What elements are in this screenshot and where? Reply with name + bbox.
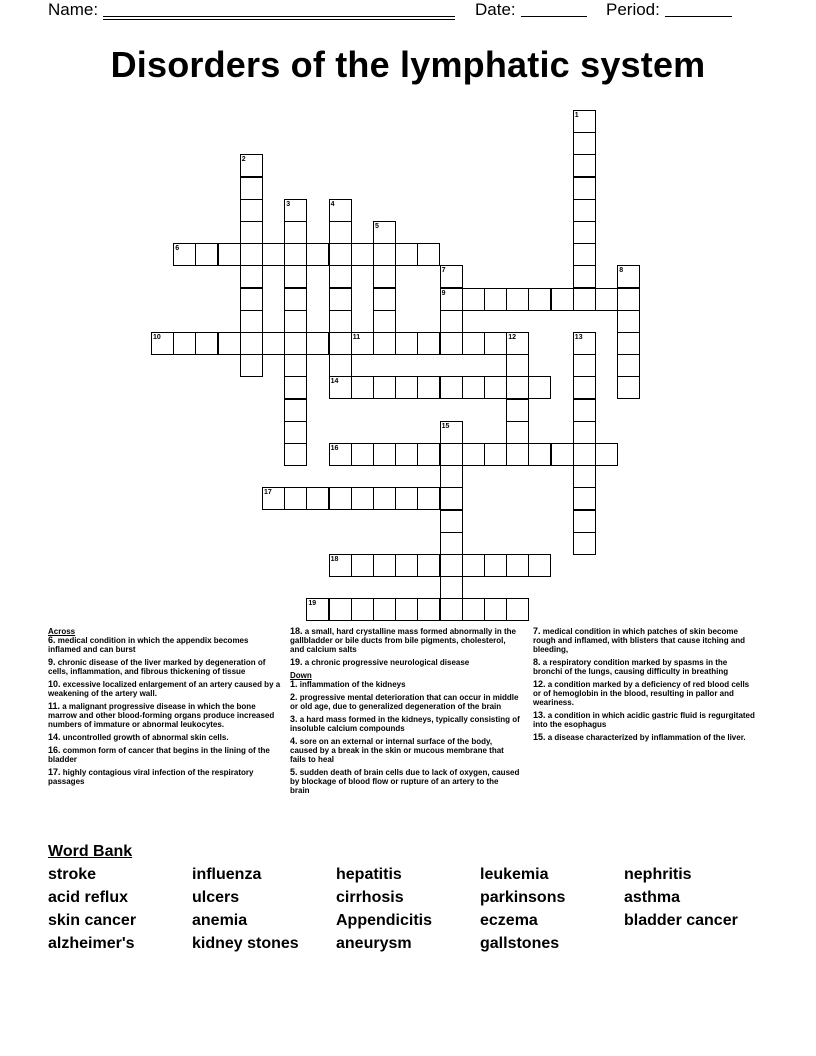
clue-number-label: 3: [286, 200, 291, 208]
clue-item: [290, 680, 520, 689]
clue-item: [290, 627, 520, 654]
clue-number-label: 11: [352, 334, 361, 341]
grid-cell[interactable]: [218, 332, 241, 355]
grid-cell[interactable]: [284, 221, 307, 244]
grid-cell[interactable]: [617, 310, 640, 333]
grid-cell[interactable]: [462, 443, 485, 466]
clue-number-label: 2: [241, 156, 246, 164]
name-blank[interactable]: [103, 0, 455, 17]
grid-cell[interactable]: [395, 332, 418, 355]
grid-cell[interactable]: [284, 443, 307, 466]
clue-number-label: 19: [308, 600, 317, 608]
grid-cell[interactable]: [284, 243, 307, 266]
grid-cell[interactable]: [440, 288, 463, 311]
grid-cell[interactable]: [573, 288, 596, 311]
grid-cell[interactable]: [440, 310, 463, 333]
word-bank-word: ulcers: [192, 889, 240, 906]
grid-cell[interactable]: [329, 376, 352, 399]
grid-cell[interactable]: [506, 376, 529, 399]
across-heading: Across: [48, 627, 76, 636]
grid-cell[interactable]: [573, 399, 596, 422]
name-label: Name:: [48, 0, 99, 19]
clue-text: a small, hard crystalline mass formed abnormally in the gallbladder or bile ducts from bile pigments, cholesterol, and calcium salts: [290, 627, 516, 654]
grid-cell[interactable]: [395, 376, 418, 399]
grid-cell[interactable]: [329, 598, 352, 621]
grid-cell[interactable]: [617, 265, 640, 288]
grid-cell[interactable]: [373, 554, 396, 577]
grid-cell[interactable]: [417, 554, 440, 577]
clue-number: 17.: [48, 767, 61, 777]
grid-cell[interactable]: [373, 310, 396, 333]
word-bank-word: influenza: [192, 866, 262, 883]
grid-cell[interactable]: [240, 199, 263, 222]
grid-cell[interactable]: [484, 554, 507, 577]
grid-cell[interactable]: [351, 243, 374, 266]
clue-text: chronic disease of the liver marked by degeneration of cells, inflammation, and fibrous thickening of tissue: [48, 658, 266, 676]
clue-text: a malignant progressive disease in which the bone marrow and other blood-forming organs produce increased numbers of immature or abnormal leukocytes.: [48, 702, 275, 729]
clue-text: progressive mental deterioration that can occur in middle or old age, due to generalized degeneration of the brain: [290, 693, 519, 711]
clue-number-label: 16: [330, 445, 339, 452]
clue-text: uncontrolled growth of abnormal skin cells.: [62, 733, 229, 742]
word-bank-word: asthma: [624, 889, 681, 906]
clue-item: [290, 693, 520, 711]
clue-number-label: 7: [441, 267, 446, 275]
clue-item: [533, 680, 758, 707]
grid-cell[interactable]: [351, 332, 374, 355]
date-label: Date:: [475, 0, 516, 19]
down-heading: Down: [290, 671, 312, 680]
grid-cell[interactable]: [351, 443, 374, 466]
grid-cell[interactable]: [173, 243, 196, 266]
grid-cell[interactable]: [240, 310, 263, 333]
grid-cell[interactable]: [573, 132, 596, 155]
grid-cell[interactable]: [462, 376, 485, 399]
word-bank-word: nephritis: [624, 866, 692, 883]
grid-cell[interactable]: [306, 243, 329, 266]
grid-cell[interactable]: [506, 554, 529, 577]
clue-number: 9.: [48, 657, 56, 667]
clue-item: [533, 627, 758, 654]
clue-item: [48, 658, 283, 676]
grid-cell[interactable]: [373, 487, 396, 510]
grid-cell[interactable]: [506, 399, 529, 422]
grid-cell[interactable]: [395, 554, 418, 577]
clue-number: 11.: [48, 701, 61, 711]
grid-cell[interactable]: [240, 265, 263, 288]
clue-text: sudden death of brain cells due to lack of oxygen, caused by blockage of blood flow or rupture of an artery to the brain: [290, 768, 520, 795]
down-clues-continued: [533, 627, 758, 746]
grid-cell[interactable]: [218, 243, 241, 266]
grid-cell[interactable]: [617, 354, 640, 377]
grid-cell[interactable]: [284, 376, 307, 399]
grid-cell[interactable]: [484, 288, 507, 311]
clue-item: [48, 733, 283, 742]
grid-cell[interactable]: [595, 288, 618, 311]
grid-cell[interactable]: [484, 376, 507, 399]
grid-cell[interactable]: [506, 354, 529, 377]
word-bank-word: stroke: [48, 866, 97, 883]
grid-cell[interactable]: [417, 376, 440, 399]
grid-cell[interactable]: [373, 598, 396, 621]
grid-cell[interactable]: [617, 332, 640, 355]
grid-cell[interactable]: [440, 265, 463, 288]
grid-cell[interactable]: [262, 243, 285, 266]
grid-cell[interactable]: [173, 332, 196, 355]
clue-number-label: 4: [330, 200, 335, 208]
grid-cell[interactable]: [284, 288, 307, 311]
grid-cell[interactable]: [373, 243, 396, 266]
grid-cell[interactable]: [440, 332, 463, 355]
grid-cell[interactable]: [506, 421, 529, 444]
word-bank-word: acid reflux: [48, 889, 129, 906]
grid-cell[interactable]: [240, 177, 263, 200]
clue-number: 10.: [48, 679, 61, 689]
grid-cell[interactable]: [329, 243, 352, 266]
across-clues: [48, 627, 283, 790]
clue-text: sore on an external or internal surface of the body, caused by a break in the skin or mucous membrane that fails to heal: [290, 737, 504, 764]
grid-cell[interactable]: [573, 421, 596, 444]
grid-cell[interactable]: [329, 288, 352, 311]
grid-cell[interactable]: [240, 243, 263, 266]
clue-item: [533, 733, 758, 742]
clue-number: 14.: [48, 732, 61, 742]
grid-cell[interactable]: [306, 332, 329, 355]
clue-text: a hard mass formed in the kidneys, typically consisting of insoluble calcium compounds: [290, 715, 520, 733]
grid-cell[interactable]: [417, 598, 440, 621]
grid-cell[interactable]: [329, 487, 352, 510]
grid-cell[interactable]: [617, 376, 640, 399]
grid-cell[interactable]: [373, 221, 396, 244]
clue-number-label: 8: [619, 267, 624, 275]
clue-number: 3.: [290, 714, 298, 724]
grid-cell[interactable]: [240, 154, 263, 177]
clue-text: medical condition in which patches of skin become rough and inflamed, with blisters that cause itching and bleeding,: [533, 627, 746, 654]
clue-number-label: 1: [574, 112, 579, 119]
grid-cell[interactable]: [395, 243, 418, 266]
grid-cell[interactable]: [284, 399, 307, 422]
clue-item: [290, 768, 520, 795]
clue-item: [48, 680, 283, 698]
grid-cell[interactable]: [195, 243, 218, 266]
grid-cell[interactable]: [284, 354, 307, 377]
grid-cell[interactable]: [284, 487, 307, 510]
grid-cell[interactable]: [373, 376, 396, 399]
word-bank-word: eczema: [480, 912, 538, 929]
grid-cell[interactable]: [329, 310, 352, 333]
word-bank-word: skin cancer: [48, 912, 137, 929]
clue-number: 2.: [290, 692, 298, 702]
grid-cell[interactable]: [573, 265, 596, 288]
grid-cell[interactable]: [440, 465, 463, 488]
grid-cell[interactable]: [284, 421, 307, 444]
clue-item: [533, 711, 758, 729]
grid-cell[interactable]: [528, 443, 551, 466]
grid-cell[interactable]: [440, 554, 463, 577]
grid-cell[interactable]: [573, 354, 596, 377]
grid-cell[interactable]: [484, 332, 507, 355]
grid-cell[interactable]: [573, 177, 596, 200]
clue-text: excessive localized enlargement of an artery caused by a weakening of the artery wall.: [48, 680, 281, 698]
grid-cell[interactable]: [440, 487, 463, 510]
clue-number-label: 18: [330, 556, 339, 563]
grid-cell[interactable]: [440, 443, 463, 466]
word-bank-word: bladder cancer: [624, 912, 738, 929]
grid-cell[interactable]: [262, 487, 285, 510]
grid-cell[interactable]: [484, 443, 507, 466]
grid-cell[interactable]: [440, 576, 463, 599]
grid-cell[interactable]: [573, 154, 596, 177]
grid-cell[interactable]: [351, 554, 374, 577]
grid-cell[interactable]: [462, 598, 485, 621]
clue-number-label: 17: [264, 489, 272, 497]
grid-cell[interactable]: [240, 221, 263, 244]
grid-cell[interactable]: [417, 443, 440, 466]
grid-cell[interactable]: [595, 443, 618, 466]
clue-number: 13.: [533, 710, 546, 720]
middle-clues: [290, 627, 520, 799]
word-bank-word: parkinsons: [480, 889, 566, 906]
grid-cell[interactable]: [373, 265, 396, 288]
grid-cell[interactable]: [462, 332, 485, 355]
grid-cell[interactable]: [440, 598, 463, 621]
grid-cell[interactable]: [240, 288, 263, 311]
grid-cell[interactable]: [551, 288, 574, 311]
grid-cell[interactable]: [329, 332, 352, 355]
word-bank-word: Appendicitis: [336, 912, 433, 929]
clue-number-label: 9: [441, 289, 446, 297]
clue-number: 4.: [290, 736, 298, 746]
word-bank-word: aneurysm: [336, 935, 412, 952]
grid-cell[interactable]: [373, 332, 396, 355]
clue-number-label: 14: [330, 378, 339, 386]
grid-cell[interactable]: [284, 265, 307, 288]
grid-cell[interactable]: [417, 332, 440, 355]
word-bank-word: alzheimer's: [48, 935, 135, 952]
grid-cell[interactable]: [573, 376, 596, 399]
grid-cell[interactable]: [440, 532, 463, 555]
clue-text: a disease characterized by inflammation of the liver.: [547, 733, 746, 742]
clue-item: [533, 658, 758, 676]
clue-item: [48, 702, 283, 729]
grid-cell[interactable]: [573, 510, 596, 533]
grid-cell[interactable]: [329, 354, 352, 377]
grid-cell[interactable]: [573, 110, 596, 133]
grid-cell[interactable]: [306, 598, 329, 621]
word-bank-word: anemia: [192, 912, 248, 929]
grid-cell[interactable]: [329, 221, 352, 244]
grid-cell[interactable]: [240, 332, 263, 355]
word-bank-heading: Word Bank: [48, 843, 133, 860]
page-title: Disorders of the lymphatic system: [110, 44, 706, 85]
clue-number-label: 15: [441, 422, 450, 430]
grid-cell[interactable]: [573, 532, 596, 555]
student-info-header: [48, 0, 768, 22]
clue-item: [290, 737, 520, 764]
clue-item: [290, 715, 520, 733]
grid-cell[interactable]: [151, 332, 174, 355]
grid-cell[interactable]: [395, 598, 418, 621]
clue-number-label: 10: [153, 334, 161, 341]
clue-number: 8.: [533, 657, 541, 667]
clue-number: 7.: [533, 626, 541, 636]
word-bank-word: cirrhosis: [336, 889, 404, 906]
clue-text: highly contagious viral infection of the respiratory passages: [48, 768, 254, 786]
grid-cell[interactable]: [573, 221, 596, 244]
grid-cell[interactable]: [262, 332, 285, 355]
grid-cell[interactable]: [573, 465, 596, 488]
grid-cell[interactable]: [240, 354, 263, 377]
grid-cell[interactable]: [351, 598, 374, 621]
word-bank-word: kidney stones: [192, 935, 299, 952]
grid-cell[interactable]: [284, 332, 307, 355]
grid-cell[interactable]: [506, 332, 529, 355]
grid-cell[interactable]: [573, 443, 596, 466]
grid-cell[interactable]: [440, 376, 463, 399]
clue-number-label: 12: [508, 334, 516, 341]
clue-item: [290, 658, 520, 667]
grid-cell[interactable]: [573, 199, 596, 222]
clue-text: medical condition in which the appendix becomes inflamed and can burst: [48, 636, 249, 654]
grid-cell[interactable]: [373, 288, 396, 311]
clue-number: 12.: [533, 679, 546, 689]
grid-cell[interactable]: [551, 443, 574, 466]
clue-number: 6.: [48, 635, 56, 645]
clue-text: a respiratory condition marked by spasms in the bronchi of the lungs, causing difficulty in breathing: [533, 658, 729, 676]
grid-cell[interactable]: [195, 332, 218, 355]
grid-cell[interactable]: [417, 487, 440, 510]
grid-cell[interactable]: [573, 243, 596, 266]
grid-cell[interactable]: [284, 310, 307, 333]
grid-cell[interactable]: [284, 199, 307, 222]
clue-number: 5.: [290, 767, 298, 777]
grid-cell[interactable]: [395, 487, 418, 510]
grid-cell[interactable]: [528, 288, 551, 311]
clue-text: a chronic progressive neurological disease: [304, 658, 470, 667]
grid-cell[interactable]: [329, 554, 352, 577]
word-bank-word: hepatitis: [336, 866, 402, 883]
word-bank-word: gallstones: [480, 935, 560, 952]
grid-cell[interactable]: [417, 243, 440, 266]
clue-number: 18.: [290, 626, 303, 636]
grid-cell[interactable]: [528, 376, 551, 399]
clue-number-label: 5: [375, 223, 379, 230]
grid-cell[interactable]: [351, 487, 374, 510]
grid-cell[interactable]: [462, 554, 485, 577]
word-bank-word: leukemia: [480, 866, 549, 883]
clue-item: [48, 636, 283, 654]
grid-cell[interactable]: [440, 510, 463, 533]
clue-number: 15.: [533, 732, 546, 742]
grid-cell[interactable]: [617, 288, 640, 311]
clue-item: [48, 768, 283, 786]
clue-text: a condition marked by a deficiency of red blood cells or of hemoglobin in the blood, resulting in pallor and weariness.: [533, 680, 750, 707]
grid-cell[interactable]: [506, 598, 529, 621]
grid-cell[interactable]: [329, 199, 352, 222]
grid-cell[interactable]: [306, 487, 329, 510]
clue-text: a condition in which acidic gastric fluid is regurgitated into the esophagus: [533, 711, 755, 729]
clue-number-label: 13: [574, 334, 583, 341]
grid-cell[interactable]: [329, 443, 352, 466]
clue-item: [48, 746, 283, 764]
clue-text: inflammation of the kidneys: [299, 680, 406, 689]
grid-cell[interactable]: [506, 443, 529, 466]
grid-cell[interactable]: [440, 421, 463, 444]
clue-number: 19.: [290, 657, 303, 667]
grid-cell[interactable]: [484, 598, 507, 621]
grid-cell[interactable]: [506, 288, 529, 311]
grid-cell[interactable]: [373, 443, 396, 466]
clue-number: 1.: [290, 679, 298, 689]
clue-number-label: 6: [175, 245, 180, 253]
grid-cell[interactable]: [573, 487, 596, 510]
grid-cell[interactable]: [329, 265, 352, 288]
grid-cell[interactable]: [462, 288, 485, 311]
period-label: Period:: [606, 0, 660, 19]
grid-cell[interactable]: [573, 332, 596, 355]
clue-number: 16.: [48, 745, 61, 755]
grid-cell[interactable]: [395, 443, 418, 466]
grid-cell[interactable]: [351, 376, 374, 399]
clue-text: common form of cancer that begins in the lining of the bladder: [48, 746, 270, 764]
grid-cell[interactable]: [528, 554, 551, 577]
